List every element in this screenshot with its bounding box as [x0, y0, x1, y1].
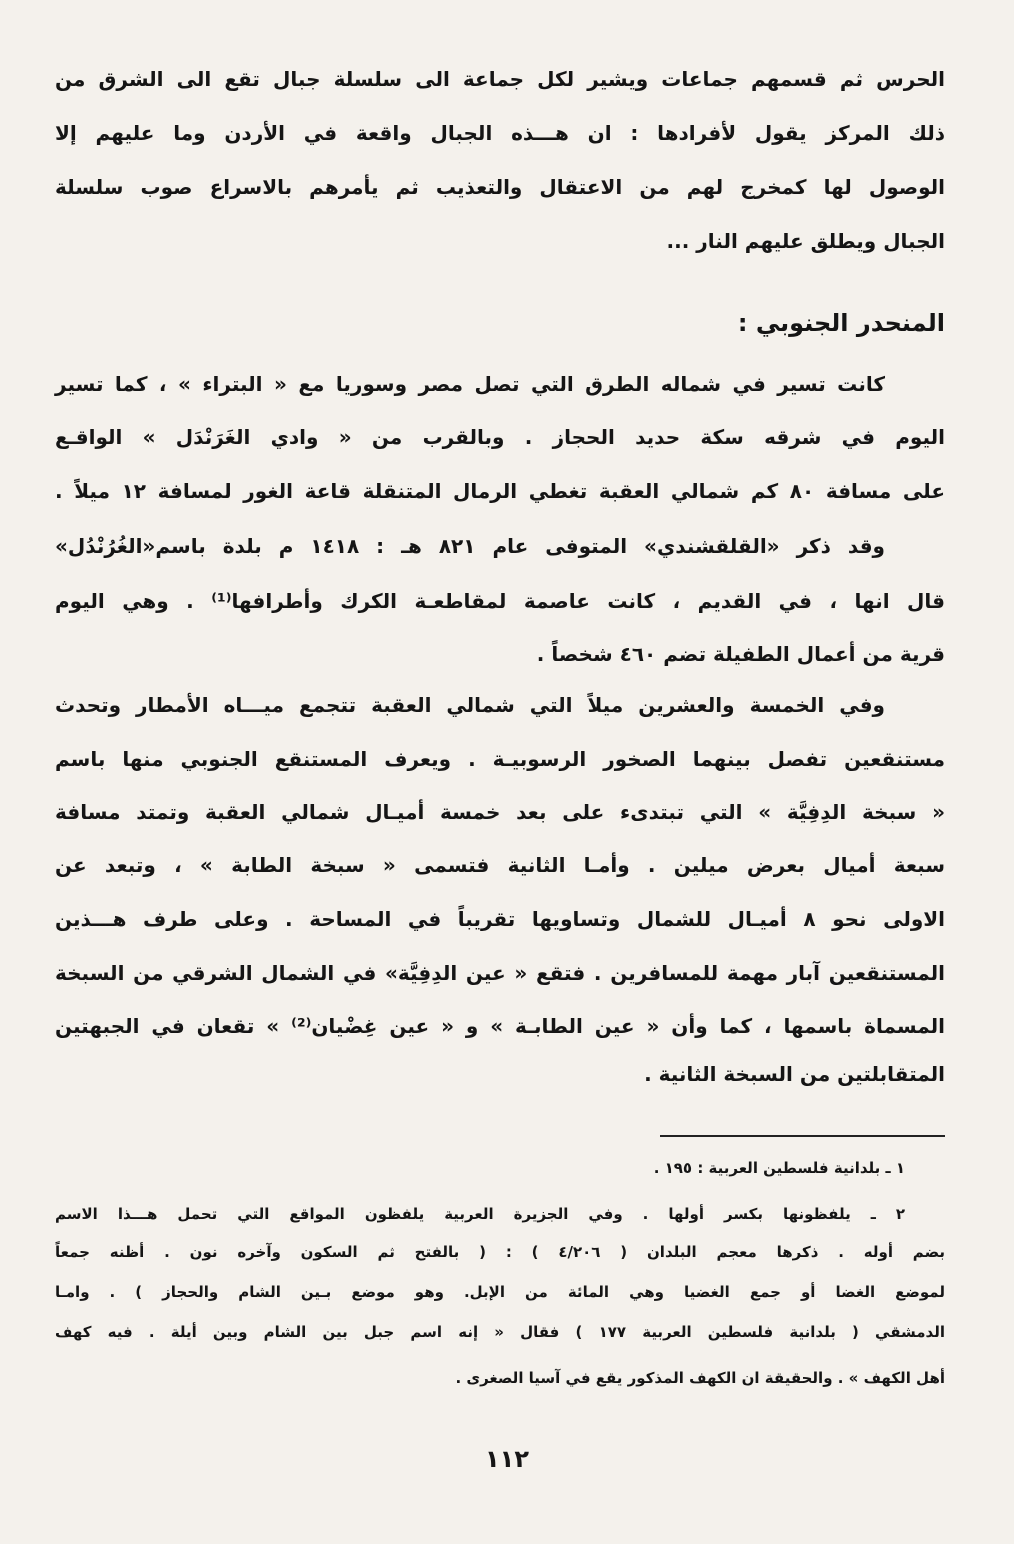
text-line: على مسافة ٨٠ كم شمالي العقبة تغطي الرمال المتنقلة قاعة الغور لمسافة ١٢ ميلاً . — [55, 479, 945, 503]
text-line: وفي الخمسة والعشرين ميلاً التي شمالي العقبة تتجمع ميـــاه الأمطار وتحدث — [55, 693, 885, 717]
text-line: المستنقعين آبار مهمة للمسافرين . فتقع « عين الدِفِيَّة» في الشمال الشرقي من السبخة — [55, 961, 945, 985]
footnote: ٢ ـ يلفظونها بكسر أولها . وفي الجزيرة العربية يلفظون المواقع التي تحمل هـــذا الاسم — [55, 1205, 905, 1223]
footnote-line: أهل الكهف » . والحقيقة ان الكهف المذكور يقع في آسيا الصغرى . — [455, 1369, 945, 1387]
footnote: ١ ـ بلدانية فلسطين العربية : ١٩٥ . — [653, 1159, 905, 1177]
text-line: الجبال ويطلق عليهم النار ... — [666, 229, 945, 253]
text-line: وقد ذكر «القلقشندي» المتوفى عام ٨٢١ هـ : ١٤١٨ م بلدة باسم«الغُرُنْدُل» — [55, 534, 885, 558]
text-line: الحرس ثم قسمهم جماعات ويشير لكل جماعة الى سلسلة جبال تقع الى الشرق من — [55, 67, 945, 91]
text-line: « سبخة الدِفِيَّة » التي تبتدىء على بعد خمسة أميـال شمالي العقبة وتمتد مسافة — [55, 800, 945, 824]
text-line: كانت تسير في شماله الطرق التي تصل مصر وسوريا مع « البتراء » ، كما تسير — [55, 372, 885, 396]
footnote-line: الدمشقي ( بلدانية فلسطين العربية ١٧٧ ) فقال « إنه اسم جبل بين الشام وبين أيلة . فيه كهف — [55, 1323, 945, 1341]
text-line: الاولى نحو ٨ أميـال للشمال وتساويها تقريباً في المساحة . وعلى طرف هـــذين — [55, 907, 946, 931]
text-line: قال انها ، في القديم ، كانت عاصمة لمقاطعـة الكرك وأطرافها⁽¹⁾ . وهي اليوم — [55, 589, 945, 613]
text-line: المسماة باسمها ، كما وأن « عين الطابـة » و « عين غِضْيان⁽²⁾ » تقعان في الجبهتين — [55, 1014, 946, 1038]
text-line: قرية من أعمال الطفيلة تضم ٤٦٠ شخصاً . — [536, 642, 945, 666]
text-line: الوصول لها كمخرج لهم من الاعتقال والتعذيب ثم يأمرهم بالاسراع صوب سلسلة — [55, 175, 945, 199]
text-line: اليوم في شرقه سكة حديد الحجاز . وبالقرب من « وادي الغَرَنْدَل » الواقـع — [55, 425, 945, 449]
text-line: مستنقعين تفصل بينهما الصخور الرسوبيـة . ويعرف المستنقع الجنوبي منها باسم — [55, 747, 945, 771]
text-line: المتقابلتين من السبخة الثانية . — [644, 1062, 945, 1086]
footnote-line: لموضع الغضا أو جمع الغضيا وهي المائة من الإبل. وهو موضع بـين الشام والحجاز ) . وامـا — [55, 1283, 945, 1301]
section-heading: المنحدر الجنوبي : — [737, 309, 945, 337]
footnote-line: بضم أوله . ذكرها معجم البلدان ( ٤/٢٠٦ ) : ( بالفتح ثم السكون وآخره نون . أظنه جمعاً — [55, 1243, 945, 1261]
page-number: ١١٢ — [485, 1445, 529, 1473]
text-line: ذلك المركز يقول لأفرادها : ان هـــذه الجبال واقعة في الأردن وما عليهم إلا — [55, 121, 945, 145]
footnote-divider — [660, 1135, 945, 1137]
text-line: سبعة أميال بعرض ميلين . وأمـا الثانية فتسمى « سبخة الطابة » ، وتبعد عن — [55, 853, 945, 877]
